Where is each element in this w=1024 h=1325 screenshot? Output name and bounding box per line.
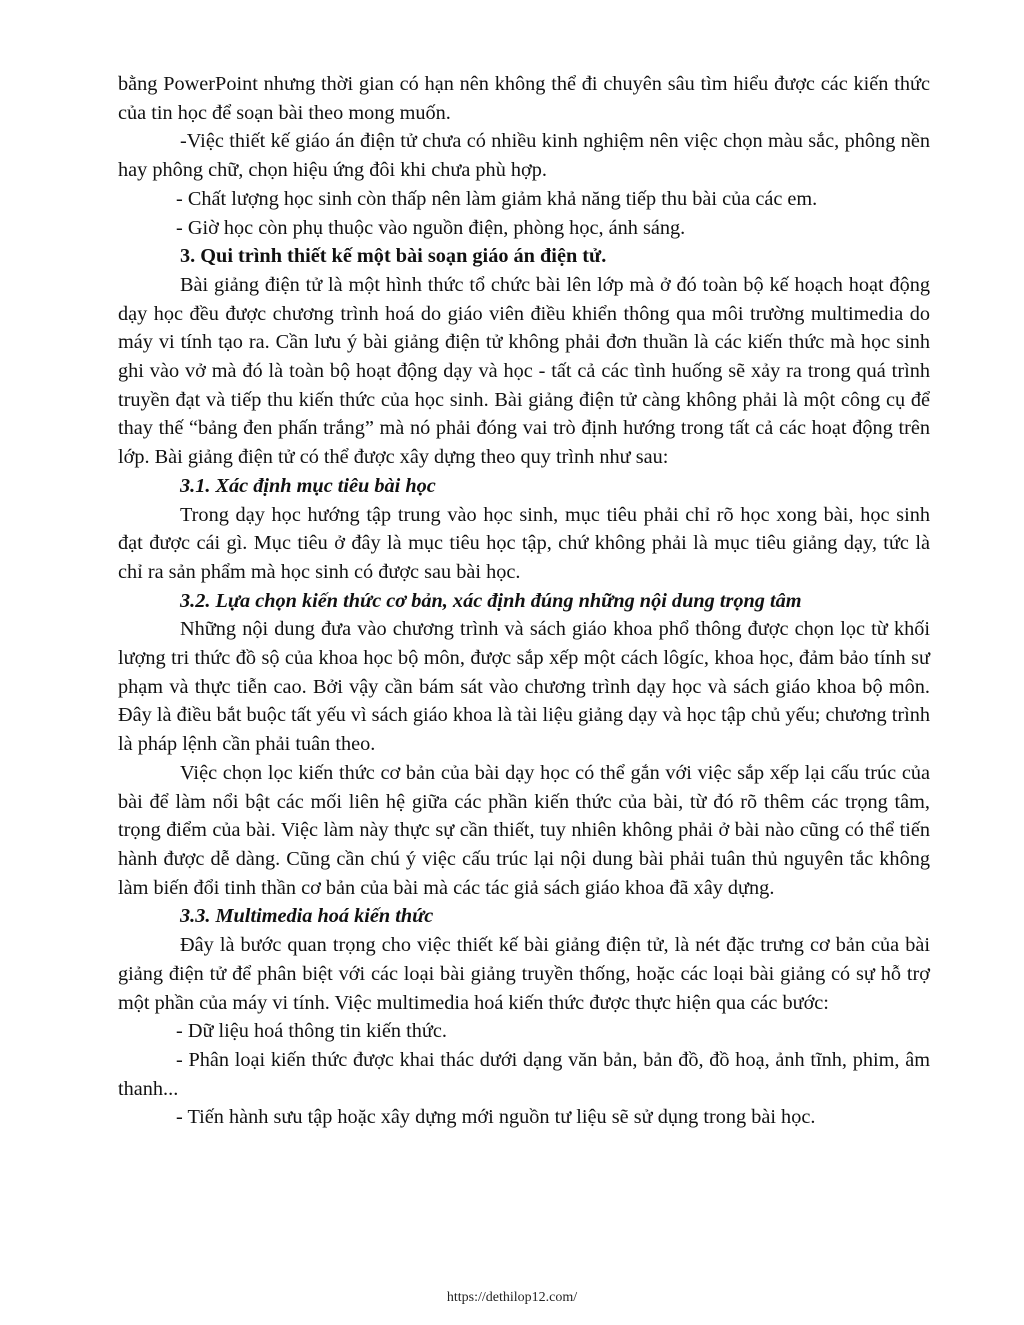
footer-url: https://dethilop12.com/ xyxy=(446,1290,578,1305)
paragraph-ebook-definition: Bài giảng điện tử là một hình thức tổ chức bài lên lớp mà ở đó toàn bộ kế hoạch hoạt động dạy học đều được chương trình hoá do giáo viên điều khiển thông qua môi trường multimedia do máy vi tính tạo ra. Cần lưu ý bài giảng điện tử không phải đơn thuần là các kiến thức mà học sinh ghi vào vở mà đó là toàn bộ hoạt động dạy và học - tất cả các tình huống sẽ xảy ra trong quá trình truyền đạt và tiếp thu kiến thức của học sinh. Bài giảng điện tử càng không phải là một công cụ để thay thế “bảng đen phấn trắng” mà nó phải đóng vai trò định hướng trong tất cả các hoạt động trên lớp. Bài giảng điện tử có thể được xây dựng theo quy trình như sau: xyxy=(118,273,930,469)
paragraph-objectives: Trong dạy học hướng tập trung vào học sinh, mục tiêu phải chỉ rõ học xong bài, học sinh đạt được cái gì. Mục tiêu ở đây là mục tiêu học tập, chứ không phải là mục tiêu giảng dạy, tức là chỉ ra sản phẩm mà học sinh có được sau bài học. xyxy=(118,503,930,583)
paragraph-limitation-students: - Chất lượng học sinh còn thấp nên làm giảm khả năng tiếp thu bài của các em. xyxy=(176,187,818,210)
paragraph-limitation-facilities: - Giờ học còn phụ thuộc vào nguồn điện, phòng học, ánh sáng. xyxy=(176,216,686,239)
paragraph-restructuring: Việc chọn lọc kiến thức cơ bản của bài dạy học có thể gắn với việc sắp xếp lại cấu trúc của bài để làm nổi bật các mối liên hệ giữa các phần kiến thức của bài, từ đó rõ thêm các trọng tâm, trọng điểm của bài. Việc làm này thực sự cần thiết, tuy nhiên không phải ở bài nào cũng có thể tiến hành được dễ dàng. Cũng cần chú ý việc cấu trúc lại nội dung bài phải tuân thủ nguyên tắc không làm biến đổi tinh thần cơ bản của bài mà các tác giả sách giáo khoa đã xây dựng. xyxy=(118,761,930,899)
paragraph-limitation-design: -Việc thiết kế giáo án điện tử chưa có nhiều kinh nghiệm nên việc chọn màu sắc, phông nền hay phông chữ, chọn hiệu ứng đôi khi chưa phù hợp. xyxy=(118,130,930,182)
list-item-step-1: - Dữ liệu hoá thông tin kiến thức. xyxy=(176,1020,447,1043)
subsection-heading-3-1: 3.1. Xác định mục tiêu bài học xyxy=(180,474,436,497)
paragraph-multimedia: Đây là bước quan trọng cho việc thiết kế bài giảng điện tử, là nét đặc trưng cơ bản của bài giảng điện tử để phân biệt với các loại bài giảng truyền thống, hoặc các loại bài giảng có sự hỗ trợ một phần của máy vi tính. Việc multimedia hoá kiến thức được thực hiện qua các bước: xyxy=(118,934,930,1014)
section-heading-3: 3. Qui trình thiết kế một bài soạn giáo án điện tử. xyxy=(180,245,607,268)
paragraph-continuation: bằng PowerPoint nhưng thời gian có hạn nên không thể đi chuyên sâu tìm hiểu được các kiến thức của tin học để soạn bài theo mong muốn. xyxy=(118,73,930,124)
paragraph-content-selection: Những nội dung đưa vào chương trình và sách giáo khoa phổ thông được chọn lọc từ khối lượng tri thức đồ sộ của khoa học bộ môn, được sắp xếp một cách lôgíc, khoa học, đảm bảo tính sư phạm và thực tiễn cao. Bởi vậy cần bám sát vào chương trình dạy học và sách giáo khoa bộ môn. Đây là điều bắt buộc tất yếu vì sách giáo khoa là tài liệu giảng dạy và học tập chủ yếu; chương trình là pháp lệnh cần phải tuân theo. xyxy=(118,618,930,756)
subsection-heading-3-2: 3.2. Lựa chọn kiến thức cơ bản, xác định đúng những nội dung trọng tâm xyxy=(180,589,802,612)
document-body xyxy=(118,70,930,1132)
list-item-step-2: - Phân loại kiến thức được khai thác dưới dạng văn bản, bản đồ, đồ hoạ, ảnh tĩnh, phim, âm thanh... xyxy=(118,1048,930,1100)
list-item-step-3: - Tiến hành sưu tập hoặc xây dựng mới nguồn tư liệu sẽ sử dụng trong bài học. xyxy=(176,1106,816,1129)
subsection-heading-3-3: 3.3. Multimedia hoá kiến thức xyxy=(180,905,434,928)
